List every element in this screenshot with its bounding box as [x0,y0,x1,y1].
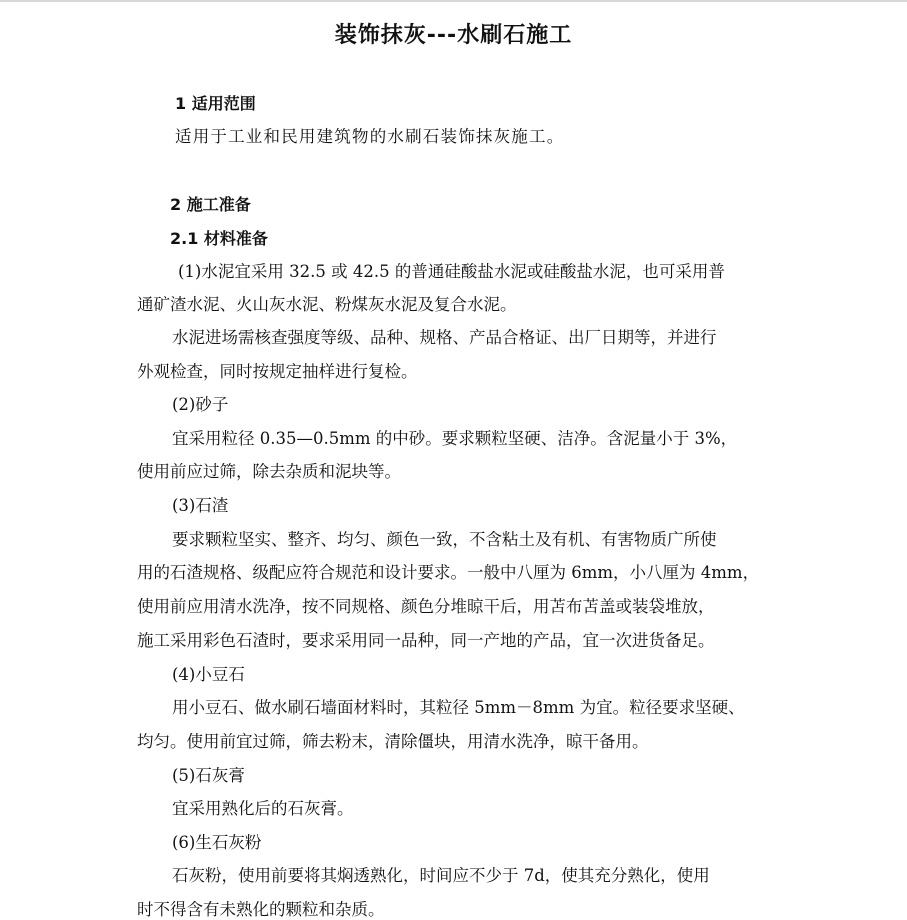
pebbles-line-2: 均匀。使用前宜过筛，筛去粉末，清除僵块，用清水洗净，晾干备用。 [137,732,649,751]
cement-line-1: (1)水泥宜采用 32.5 或 42.5 的普通硅酸盐水泥或硅酸盐水泥，也可采用普 [178,262,725,281]
sand-line-1: 宜采用粒径 0.35—0.5mm 的中砂。要求颗粒坚硬、洁净。含泥量小于 3%， [172,429,738,448]
top-border [0,0,907,2]
quicklime-label: (6)生石灰粉 [172,833,262,852]
stone-chips-line-4: 施工采用彩色石渣时，要求采用同一品种，同一产地的产品，宜一次进货备足。 [137,631,715,650]
section-2-heading: 2 施工准备 [170,195,251,214]
pebbles-label: (4)小豆石 [172,665,245,684]
pebbles-line-1: 用小豆石、做水刷石墙面材料时，其粒径 5mm－8mm 为宜。粒径要求坚硬、 [172,698,745,717]
document-title: 装饰抹灰---水刷石施工 [334,23,573,48]
quicklime-line-2: 时不得含有未熟化的颗粒和杂质。 [137,900,385,919]
stone-chips-line-2: 用的石渣规格、级配应符合规范和设计要求。一般中八厘为 6mm，小八厘为 4mm， [137,563,760,582]
quicklime-line-1: 石灰粉，使用前要将其焖透熟化，时间应不少于 7d，使其充分熟化，使用 [172,866,710,885]
stone-chips-line-3: 使用前应用清水洗净，按不同规格、颜色分堆晾干后，用苫布苫盖或装袋堆放， [137,597,715,616]
section-1-heading: 1 适用范围 [175,94,256,113]
lime-putty-line-1: 宜采用熟化后的石灰膏。 [172,799,354,818]
cement-line-2: 通矿渣水泥、火山灰水泥、粉煤灰水泥及复合水泥。 [137,295,517,314]
section-1-text: 适用于工业和民用建筑物的水刷石装饰抹灰施工。 [175,127,565,146]
lime-putty-label: (5)石灰膏 [172,766,245,785]
stone-chips-line-1: 要求颗粒坚实、整齐、均匀、颜色一致，不含粘土及有机、有害物质广所使 [172,530,717,549]
stone-chips-label: (3)石渣 [172,496,229,515]
sand-line-2: 使用前应过筛，除去杂质和泥块等。 [137,462,401,481]
cement-line-3: 水泥进场需核查强度等级、品种、规格、产品合格证、出厂日期等，并进行 [172,328,717,347]
sand-label: (2)砂子 [172,395,229,414]
section-2-1-heading: 2.1 材料准备 [170,229,268,248]
cement-line-4: 外观检查，同时按规定抽样进行复检。 [137,362,418,381]
